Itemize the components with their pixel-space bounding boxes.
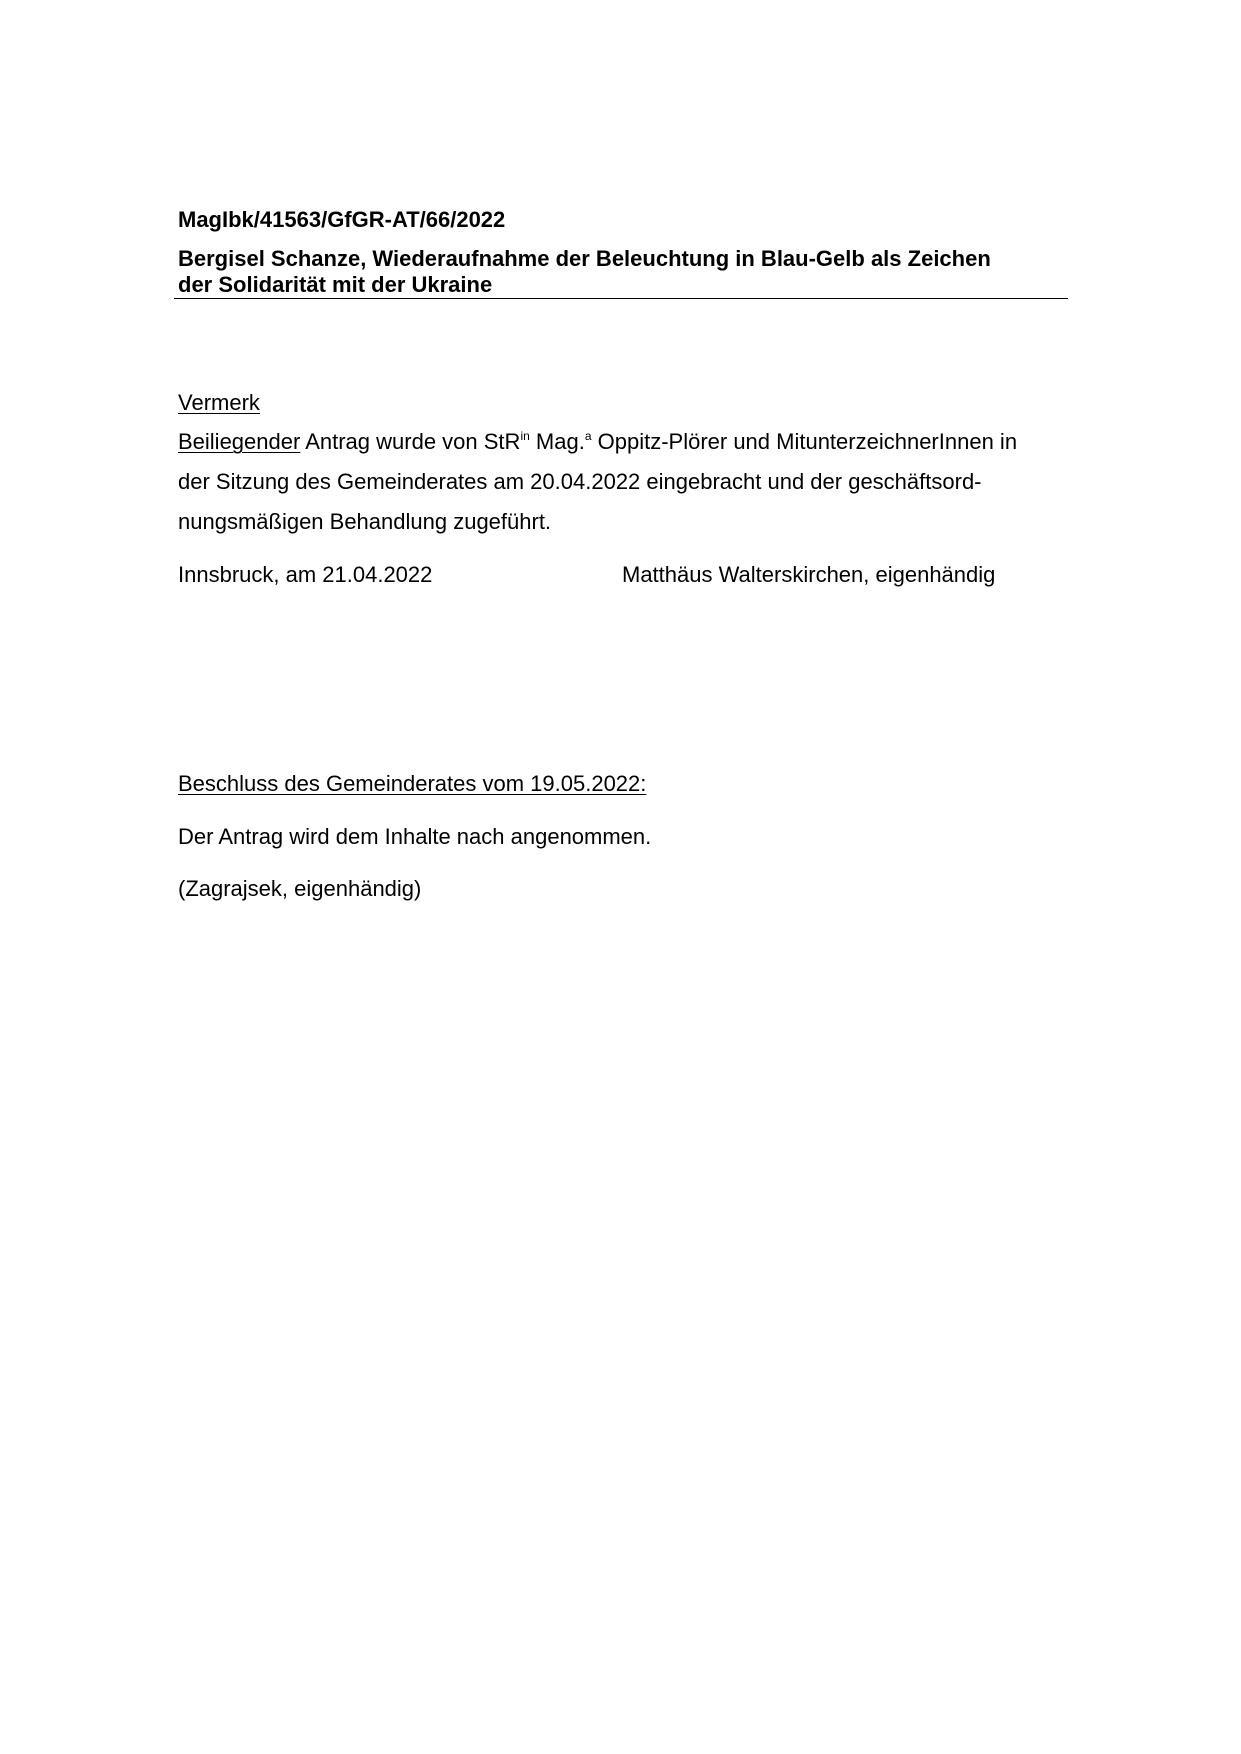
vermerk-text-b: Mag. (529, 429, 585, 454)
vermerk-heading: Vermerk (178, 390, 260, 415)
vermerk-text-a: Antrag wurde von StR (300, 429, 521, 454)
document-reference: MagIbk/41563/GfGR-AT/66/2022 (178, 207, 506, 232)
vermerk-line-2: der Sitzung des Gemeinderates am 20.04.2022 eingebracht und der geschäftsord- (178, 469, 982, 494)
document-title-line-2: der Solidarität mit der Ukraine (178, 272, 493, 297)
title-divider (174, 298, 1068, 299)
beschluss-text: Der Antrag wird dem Inhalte nach angenommen. (178, 824, 652, 849)
vermerk-text-c: Oppitz-Plörer und MitunterzeichnerInnen in (591, 429, 1018, 454)
beschluss-signature: (Zagrajsek, eigenhändig) (178, 876, 422, 901)
vermerk-place-date: Innsbruck, am 21.04.2022 (178, 562, 433, 587)
beschluss-heading: Beschluss des Gemeinderates vom 19.05.2022: (178, 771, 647, 796)
superscript-in: in (520, 429, 530, 443)
document-title-line-1: Bergisel Schanze, Wiederaufnahme der Beleuchtung in Blau-Gelb als Zeichen (178, 246, 991, 271)
vermerk-line-1 (178, 429, 1017, 455)
superscript-a: a (584, 429, 592, 443)
vermerk-line-3: nungsmäßigen Behandlung zugeführt. (178, 509, 552, 534)
vermerk-signature: Matthäus Walterskirchen, eigenhändig (622, 562, 996, 587)
vermerk-underlined-word: Beiliegender (178, 429, 301, 454)
